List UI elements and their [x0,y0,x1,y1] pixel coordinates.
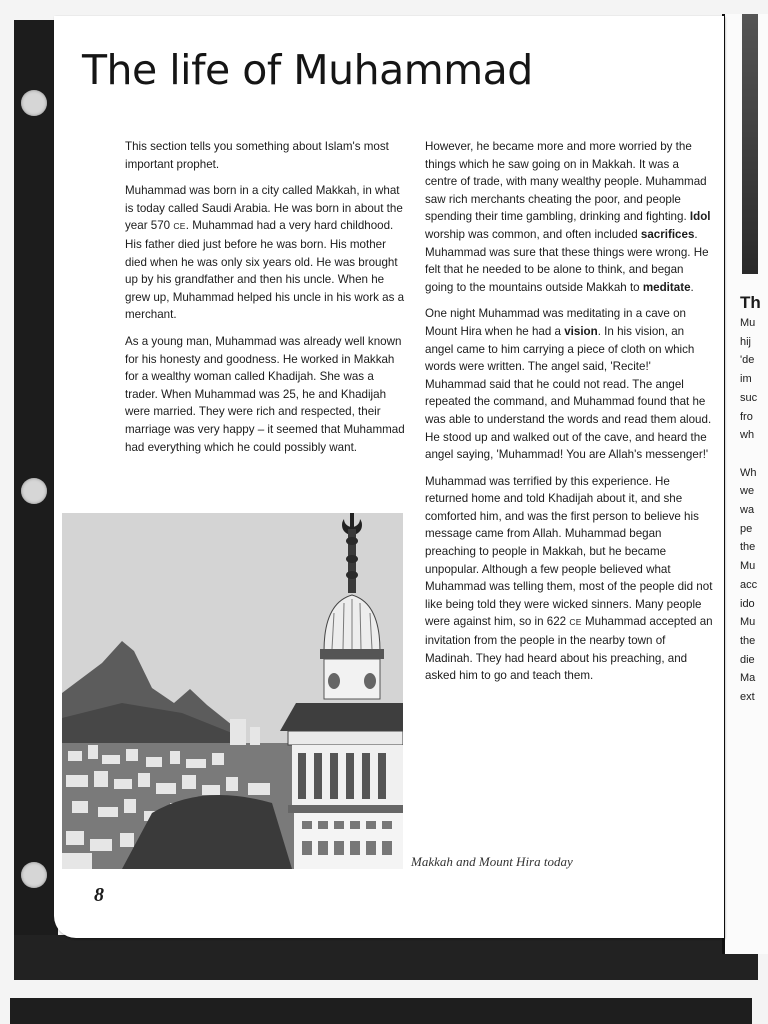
birth-paragraph [125,182,407,324]
next-page-lines [740,314,768,707]
next-page-shadow [742,14,758,274]
binder-hole [21,90,47,116]
next-page-line: Mu [740,317,756,329]
scan-margin [0,0,14,1024]
next-page-line: Wh [740,466,757,479]
next-page-line: im [740,373,752,386]
next-page-line: the [740,541,756,554]
next-page-line: suc [740,391,758,404]
worried-text-d: . [690,280,694,294]
keyword-vision: vision [564,324,598,338]
next-page-line: hij [740,335,752,348]
young-man-paragraph: As a young man, Muhammad was already well known for his honesty and goodness. He worked in Makkah for a wealthy woman called Khadijah. She was a trader. When Muhammad was 25, he and Khadijah were married. They were rich and respected, their marriage was very happy – it seemed that Muhammad had everything which he could possibly want. [125,334,405,454]
birth-text-a: Muhammad was born in a city called Makkah, in what is today called Saudi Arabia. He was born in about the year 570 [125,184,403,233]
ce-label: CE [569,617,582,628]
next-page-line: ido [740,597,755,610]
next-page-line: the [740,634,756,647]
next-page-line: acc [740,578,758,591]
preaching-text-a: Muhammad was terrified by this experience. He returned home and told Khadijah about it, and she comforted him, and was the first person to believe his message came from Allah. Muhammad began preaching to people in Makkah, but he became unpopular. Although a few people believed what Muhammad was telling them, most of the people did not like being told they were wicked sinners. Many people were against him, so in 622 [425,474,713,629]
next-page-line: Mu [740,560,756,573]
next-page-line: 'de [740,354,755,367]
intro-paragraph: This section tells you something about Islam's most important prophet. [125,140,389,171]
textbook-page [54,16,724,938]
photo-caption: Makkah and Mount Hira today [411,854,573,869]
preaching-paragraph [425,473,713,685]
keyword-idol: Idol [689,210,711,224]
next-page-line: Ma [740,672,756,685]
page-number: 8 [94,884,104,906]
worried-paragraph [425,138,713,296]
binder-hole [21,862,47,888]
next-page-line [740,445,768,464]
makkah-photo [62,513,403,869]
next-page-line: die [740,653,755,666]
worried-text-b: worship was common, and often included [425,227,641,241]
worried-text-c: . Muhammad was sure that these things were wrong. He felt that he needed to be alone to think, and began going to the mountains outside Makkah to [425,227,709,294]
next-page-line: Mu [740,616,756,629]
keyword-sacrifices: sacrifices [640,227,695,241]
keyword-meditate: meditate [642,280,691,294]
binder-hole [21,478,47,504]
next-page-heading: Th [740,293,761,312]
right-column [425,138,713,694]
next-page-line: we [740,485,755,498]
preaching-text-b: Muhammad accepted an invitation from the people in the nearby town of Madinah. They had heard about his preaching, and asked him to go and teach them. [425,615,713,683]
vision-text-a: One night Muhammad was meditating in a cave on Mount Hira when he had a [425,307,687,338]
binder-bottom-edge [14,935,758,980]
next-page-line: ext [740,691,755,704]
next-page-line: wh [740,429,755,442]
birth-text-b: . Muhammad had a very hard childhood. His father died just before he was born. His mother died when he was only six years old. He was brought up by his grandfather and then his uncle. When he grew up, Muhammad helped his uncle in his work as a merchant. [125,219,405,322]
left-column [125,138,407,465]
next-page-line: pe [740,522,753,535]
vision-paragraph [425,305,713,463]
makkah-photo-illustration [62,513,403,869]
next-page-line: wa [740,504,755,517]
next-page-text-peek [740,292,768,707]
vision-text-b: . In his vision, an angel came to him carrying a piece of cloth on which words were written. The angel said, 'Recite!' Muhammad said that he could not read. The angel repeated the command, and Muhammad found that he was able to understand the words and read them aloud. He stood up and walked out of the cave, and heard the angel saying, 'Muhammad! You are Allah's messenger!' [425,324,712,462]
page-title: The life of Muhammad [82,46,533,94]
worried-text-a: However, he became more and more worried by the things which he saw going on in Makkah. It was a centre of trade, with many wealthy people. Muhammad saw rich merchants cheating the poor, and people spending their time gambling, drinking and fighting. [425,140,707,224]
next-page-line: fro [740,410,753,423]
scan-bottom-bar [10,998,752,1024]
ce-label: CE [173,221,186,232]
